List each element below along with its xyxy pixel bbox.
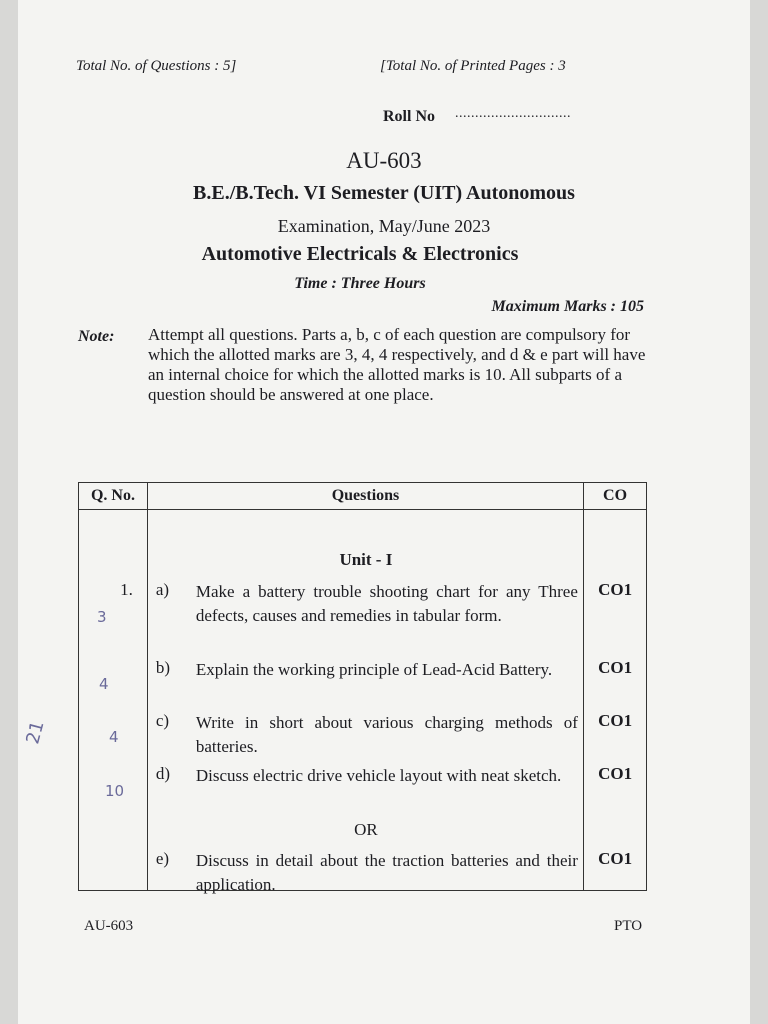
- co-tag-c: CO1: [598, 711, 633, 730]
- part-label: c): [155, 711, 170, 730]
- question-text: Explain the working principle of Lead-Acid Battery.: [195, 660, 553, 679]
- time-allowed: Time : Three Hours: [294, 275, 426, 292]
- co-tag-b: CO1: [598, 658, 633, 677]
- header-co: CO: [584, 483, 647, 510]
- header-qno: Q. No.: [79, 483, 148, 510]
- header-questions: Questions: [147, 483, 583, 510]
- handwritten-total: 21: [22, 718, 49, 747]
- roll-no-label: Roll No: [383, 108, 435, 125]
- questions-table: [78, 482, 647, 894]
- co-cell: [584, 510, 647, 891]
- handwritten-mark-c: 4: [109, 728, 119, 746]
- handwritten-mark-b: 4: [99, 675, 109, 693]
- note-text: Attempt all questions. Parts a, b, c of each question are compulsory for which the allotted marks are 3, 4, 4 respectively, and d & e part will have an internal choice for which the allotted marks is 10. All subparts of a question should be answered at one place.: [148, 325, 646, 404]
- note-label: Note:: [78, 328, 115, 345]
- questions-cell: [147, 510, 583, 894]
- question-number: 1.: [120, 580, 133, 599]
- exam-session: Examination, May/June 2023: [277, 216, 491, 236]
- paper-code: AU-603: [346, 148, 422, 173]
- handwritten-mark-d: 10: [105, 782, 125, 800]
- total-printed-pages: [Total No. of Printed Pages : 3: [380, 58, 566, 74]
- total-questions: Total No. of Questions : 5]: [76, 58, 237, 74]
- program-title: B.E./B.Tech. VI Semester (UIT) Autonomous: [193, 182, 575, 204]
- co-tag-e: CO1: [598, 849, 633, 868]
- roll-no-blank: .............................: [455, 106, 571, 121]
- part-label: e): [155, 849, 170, 868]
- part-label: d): [155, 764, 171, 783]
- part-label: a): [155, 580, 170, 599]
- question-text: Make a battery trouble shooting chart for any Three defects, causes and remedies in tabular form.: [195, 582, 578, 625]
- co-tag-a: CO1: [598, 580, 633, 599]
- maximum-marks: Maximum Marks : 105: [491, 298, 644, 315]
- footer-pto: PTO: [614, 918, 643, 934]
- or-separator: OR: [354, 820, 378, 839]
- question-text: Discuss in detail about the traction batteries and their application.: [195, 851, 578, 894]
- question-text: Write in short about various charging methods of batteries.: [195, 713, 578, 756]
- exam-paper-sheet: [18, 0, 750, 1024]
- handwritten-mark-a: 3: [97, 608, 107, 626]
- co-tag-d: CO1: [598, 764, 633, 783]
- qno-cell: [79, 510, 148, 891]
- footer-code: AU-603: [84, 918, 134, 934]
- unit-heading: Unit - I: [339, 550, 393, 569]
- table-header-row: [79, 483, 647, 510]
- subject-title: Automotive Electricals & Electronics: [201, 243, 519, 265]
- table-body-row: [79, 510, 647, 891]
- part-label: b): [155, 658, 171, 677]
- question-text: Discuss electric drive vehicle layout with neat sketch.: [195, 766, 562, 785]
